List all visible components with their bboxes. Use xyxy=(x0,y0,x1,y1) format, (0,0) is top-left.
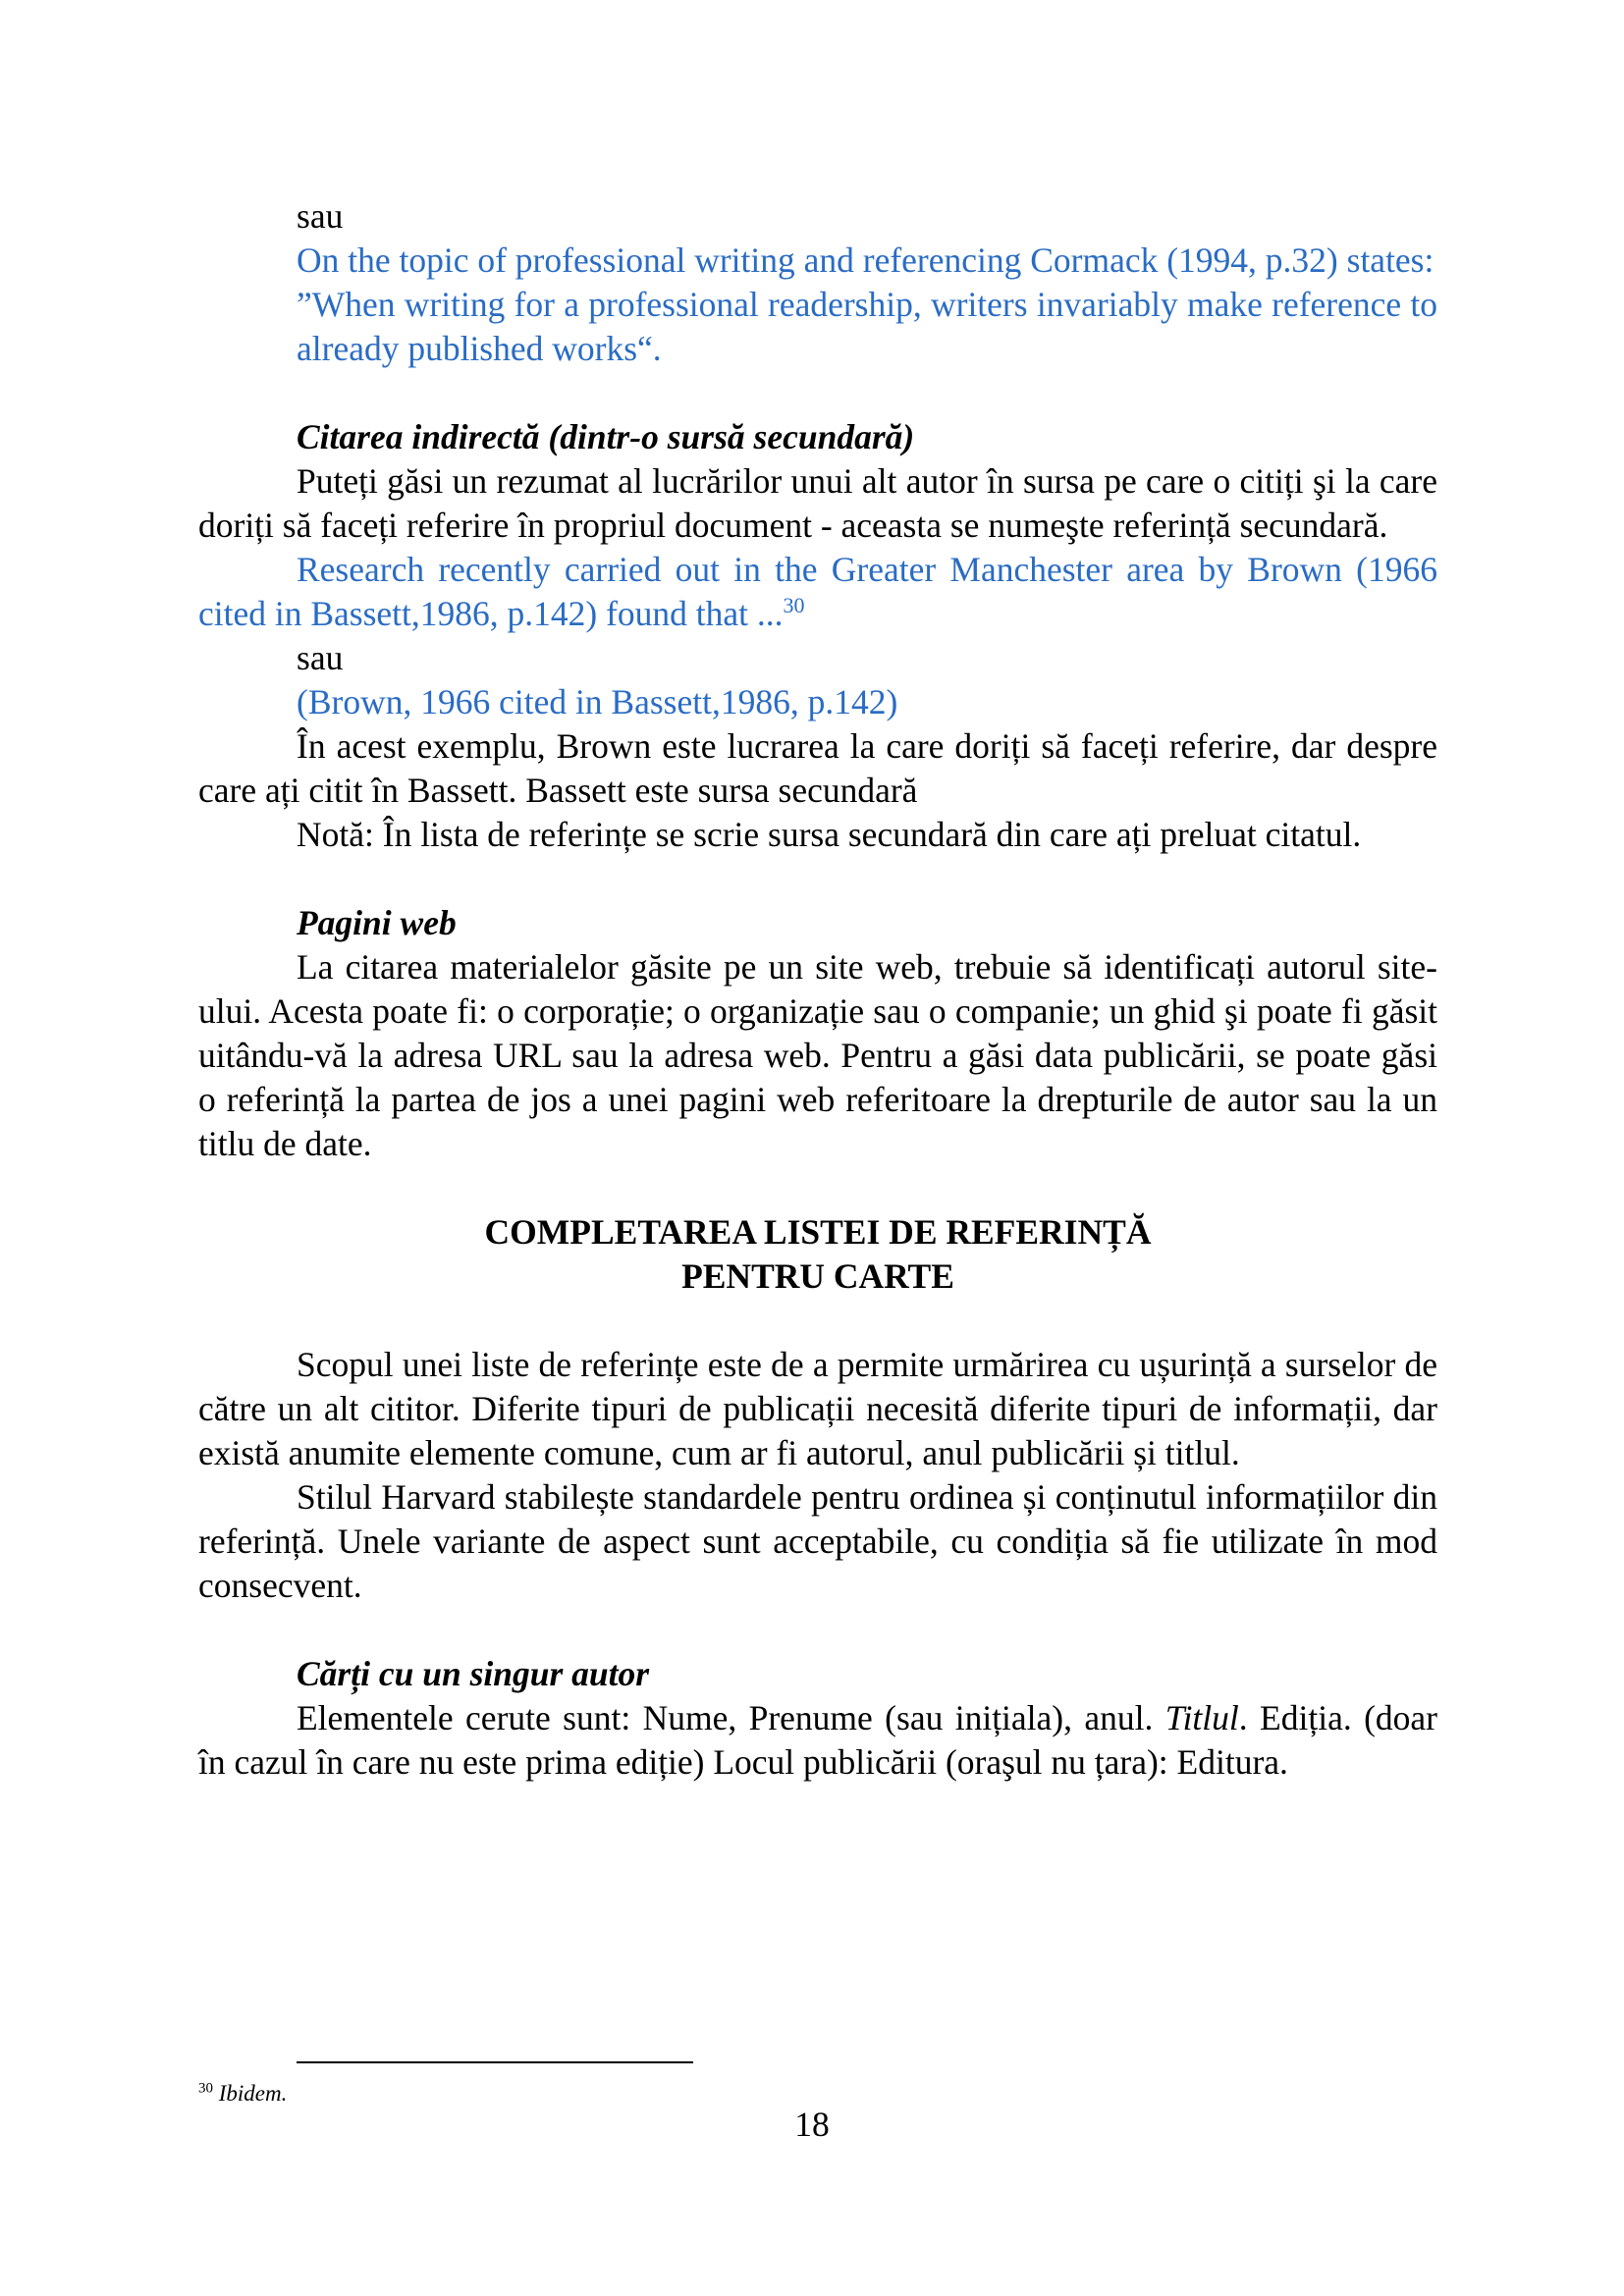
footnote-separator xyxy=(297,2061,693,2063)
example-cormack: On the topic of professional writing and referencing Cormack (1994, p.32) states: xyxy=(297,240,1435,280)
paragraph-reference-list-purpose: Scopul unei liste de referințe este de a permite urmărirea cu ușurință a surselor de către un alt cititor. Diferite tipuri de publicații necesită diferite tipuri de informații, dar există anumite elemente comune, cum ar fi autorul, anul publicării și titlul. xyxy=(198,1345,1437,1472)
paragraph-required-elements xyxy=(198,1696,1437,1785)
paragraph-example-explanation: În acest exemplu, Brown este lucrarea la care doriți să faceți referire, dar despre care ați citit în Bassett. Bassett este sursa secundară xyxy=(198,726,1437,810)
example-brown xyxy=(198,548,1437,636)
quote-cormack: ”When writing for a professional readership, writers invariably make reference to already published works“. xyxy=(297,285,1437,368)
spacer xyxy=(198,1166,1437,1210)
heading-single-author-books: Cărți cu un singur autor xyxy=(297,1654,650,1693)
spacer xyxy=(198,1299,1437,1343)
example-brown-text: Research recently carried out in the Greater Manchester area by Brown (1966 cited in Bassett,1986, p.142) found that ... xyxy=(198,550,1437,633)
paragraph-harvard-style: Stilul Harvard stabilește standardele pentru ordinea și conținutul informațiilor din referință. Unele variante de aspect sunt acceptabile, cu condiția să fie utilizate în mod consecvent. xyxy=(198,1477,1437,1605)
page-body xyxy=(198,194,1437,1785)
spacer xyxy=(198,1608,1437,1652)
footnote-ref-30[interactable]: 30 xyxy=(783,593,805,618)
paragraph-indirect: Puteți găsi un rezumat al lucrărilor unui alt autor în sursa pe care o citiți şi la care doriți să faceți referire în propriul document - aceasta se numeşte referință secundară. xyxy=(198,461,1437,545)
required-elements-text-b: . Ediția. (doar în cazul în care nu este prima ediție) Locul publicării (oraşul nu țara): Editura. xyxy=(198,1698,1437,1782)
footnote-number: 30 xyxy=(198,2080,213,2097)
footnote-text: Ibidem. xyxy=(218,2081,288,2106)
required-elements-text-a: Elementele cerute sunt: Nume, Prenume (sau inițiala), anul. xyxy=(297,1698,1165,1737)
page-number: 18 xyxy=(794,2105,830,2144)
paragraph-note: Notă: În lista de referințe se scrie sursa secundară din care ați preluat citatul. xyxy=(297,815,1362,854)
heading-indirect-citation: Citarea indirectă (dintr-o sursă secundară) xyxy=(297,417,915,456)
paragraph-web: La citarea materialelor găsite pe un site web, trebuie să identificați autorul site-ului. Acesta poate fi: o corporație; o organizație sau o companie; un ghid şi poate fi găsit uitându-vă la adresa URL sau la adresa web. Pentru a găsi data publicării, se poate găsi o referință la partea de jos a unei pagini web referitoare la drepturile de autor sau la un titlu de date. xyxy=(198,947,1437,1163)
spacer xyxy=(198,371,1437,415)
paragraph-sau-1: sau xyxy=(297,196,344,236)
spacer xyxy=(198,857,1437,901)
heading-web-pages: Pagini web xyxy=(297,903,457,942)
paragraph-sau-2: sau xyxy=(297,638,344,677)
section-title-line2: PENTRU CARTE xyxy=(681,1256,954,1296)
example-brown-parenthetical: (Brown, 1966 cited in Bassett,1986, p.142) xyxy=(297,682,898,721)
section-title-line1: COMPLETAREA LISTEI DE REFERINȚĂ xyxy=(484,1212,1152,1252)
required-elements-title-italic: Titlul xyxy=(1164,1698,1239,1737)
